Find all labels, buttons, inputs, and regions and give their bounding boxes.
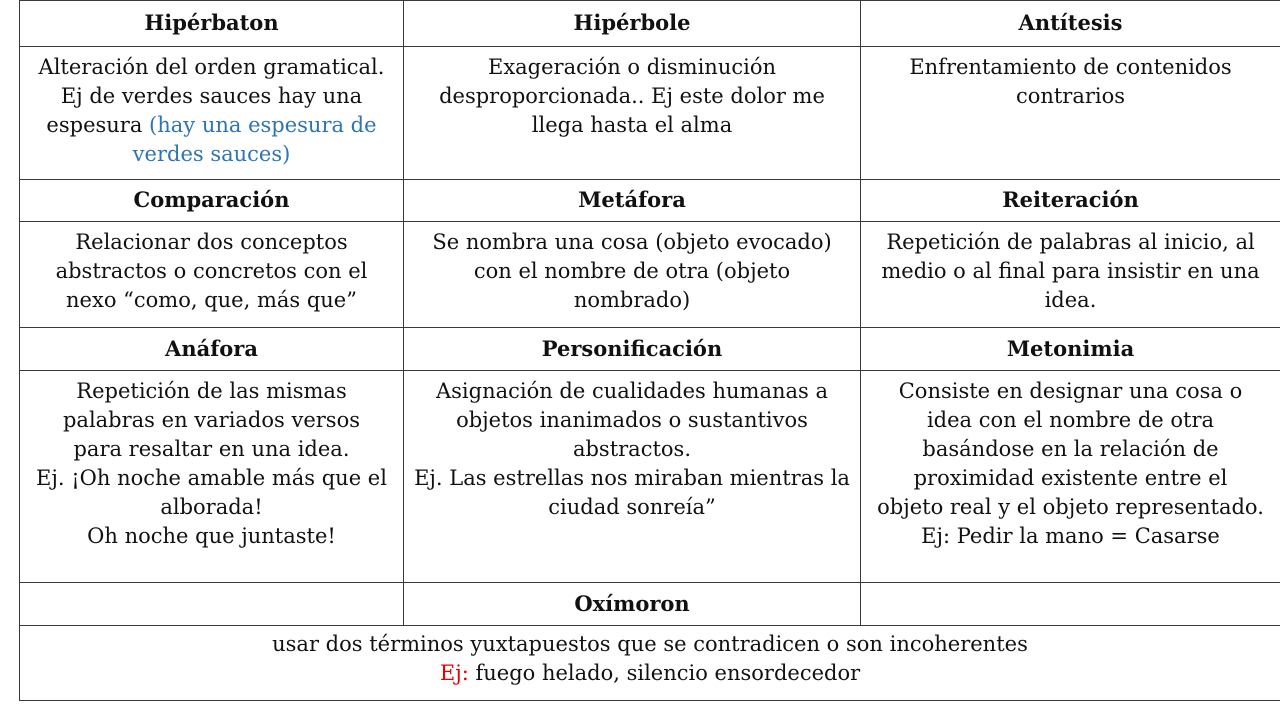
rewritten-example: (hay una espesura de: [149, 113, 377, 137]
description-line: contrarios: [1015, 84, 1126, 108]
figure-name: Metonimia: [1006, 335, 1135, 361]
header-metafora: [404, 180, 860, 221]
figures-table: [19, 0, 1280, 701]
header-hiperbole: [404, 1, 860, 46]
description-line: nexo “como, que, más que”: [66, 288, 357, 312]
example-label: Ej:: [439, 661, 469, 685]
description-hiperbaton: [20, 47, 403, 179]
description-reiteracion: [861, 222, 1280, 327]
header-oximoron: [404, 583, 860, 625]
empty-cell: [861, 583, 1280, 625]
description-line: Ej. ¡Oh noche amable más que el: [36, 466, 387, 490]
figure-name: Hipérbole: [573, 10, 691, 35]
description-line: abstractos o concretos con el: [55, 259, 368, 283]
description-line: Oh noche que juntaste!: [87, 524, 336, 548]
figure-name: Antítesis: [1018, 10, 1123, 35]
figure-name: Oxímoron: [574, 590, 690, 616]
description-metonimia: [861, 371, 1280, 582]
figure-name: Metáfora: [578, 187, 686, 212]
description-line: usar dos términos yuxtapuestos que se contradicen o son incoherentes: [272, 632, 1028, 656]
description-line: abstractos.: [572, 437, 692, 461]
description-line: idea con el nombre de otra: [926, 408, 1215, 432]
figure-name: Personificación: [541, 335, 723, 361]
description-line: nombrado): [573, 288, 691, 312]
example-line: [20, 659, 1280, 688]
header-comparacion: [20, 180, 403, 221]
description-hiperbole: [404, 47, 860, 179]
description-line: Repetición de palabras al inicio, al: [886, 230, 1255, 254]
description-line: alborada!: [160, 495, 263, 519]
description-line: llega hasta el alma: [531, 113, 733, 137]
description-line: Consiste en designar una cosa o: [898, 379, 1243, 403]
description-line: Ej de verdes sauces hay una: [60, 84, 363, 108]
header-antitesis: [861, 1, 1280, 46]
description-comparacion: [20, 222, 403, 327]
description-personificacion: [404, 371, 860, 582]
description-line: Relacionar dos conceptos: [75, 230, 348, 254]
figure-name: Hipérbaton: [144, 10, 279, 35]
header-anafora: [20, 328, 403, 370]
header-personificacion: [404, 328, 860, 370]
description-line: Ej: Pedir la mano = Casarse: [921, 524, 1220, 548]
description-anafora: [20, 371, 403, 582]
description-line: basándose en la relación de: [922, 437, 1219, 461]
description-line: Enfrentamiento de contenidos: [909, 55, 1232, 79]
description-line: [20, 111, 403, 140]
example-text: fuego helado, silencio ensordecedor: [475, 661, 861, 685]
description-line: palabras en variados versos: [62, 408, 360, 432]
description-line: Repetición de las mismas: [76, 379, 347, 403]
rewritten-example: verdes sauces): [132, 142, 291, 166]
description-text: espesura: [46, 113, 143, 137]
description-line: proximidad existente entre el: [913, 466, 1228, 490]
description-line: objetos inanimados o sustantivos: [456, 408, 808, 432]
description-line: con el nombre de otra (objeto: [473, 259, 791, 283]
figure-name: Comparación: [133, 187, 290, 212]
figure-name: Reiteración: [1002, 187, 1139, 212]
description-line: Ej. Las estrellas nos miraban mientras la: [414, 466, 850, 490]
header-reiteracion: [861, 180, 1280, 221]
description-line: medio o al final para insistir en una: [881, 259, 1260, 283]
description-line: desproporcionada.. Ej este dolor me: [439, 84, 825, 108]
header-metonimia: [861, 328, 1280, 370]
description-oximoron: [20, 626, 1280, 700]
description-metafora: [404, 222, 860, 327]
description-line: idea.: [1044, 288, 1097, 312]
description-line: Alteración del orden gramatical.: [38, 55, 385, 79]
empty-cell: [20, 583, 403, 625]
description-line: Exageración o disminución: [487, 55, 777, 79]
description-line: ciudad sonreía”: [548, 495, 716, 519]
description-line: para resaltar en una idea.: [73, 437, 350, 461]
description-line: objeto real y el objeto representado.: [877, 495, 1264, 519]
description-line: Se nombra una cosa (objeto evocado): [432, 230, 832, 254]
description-line: Asignación de cualidades humanas a: [435, 379, 829, 403]
figure-name: Anáfora: [165, 335, 258, 361]
description-antitesis: [861, 47, 1280, 179]
header-hiperbaton: [20, 1, 403, 46]
